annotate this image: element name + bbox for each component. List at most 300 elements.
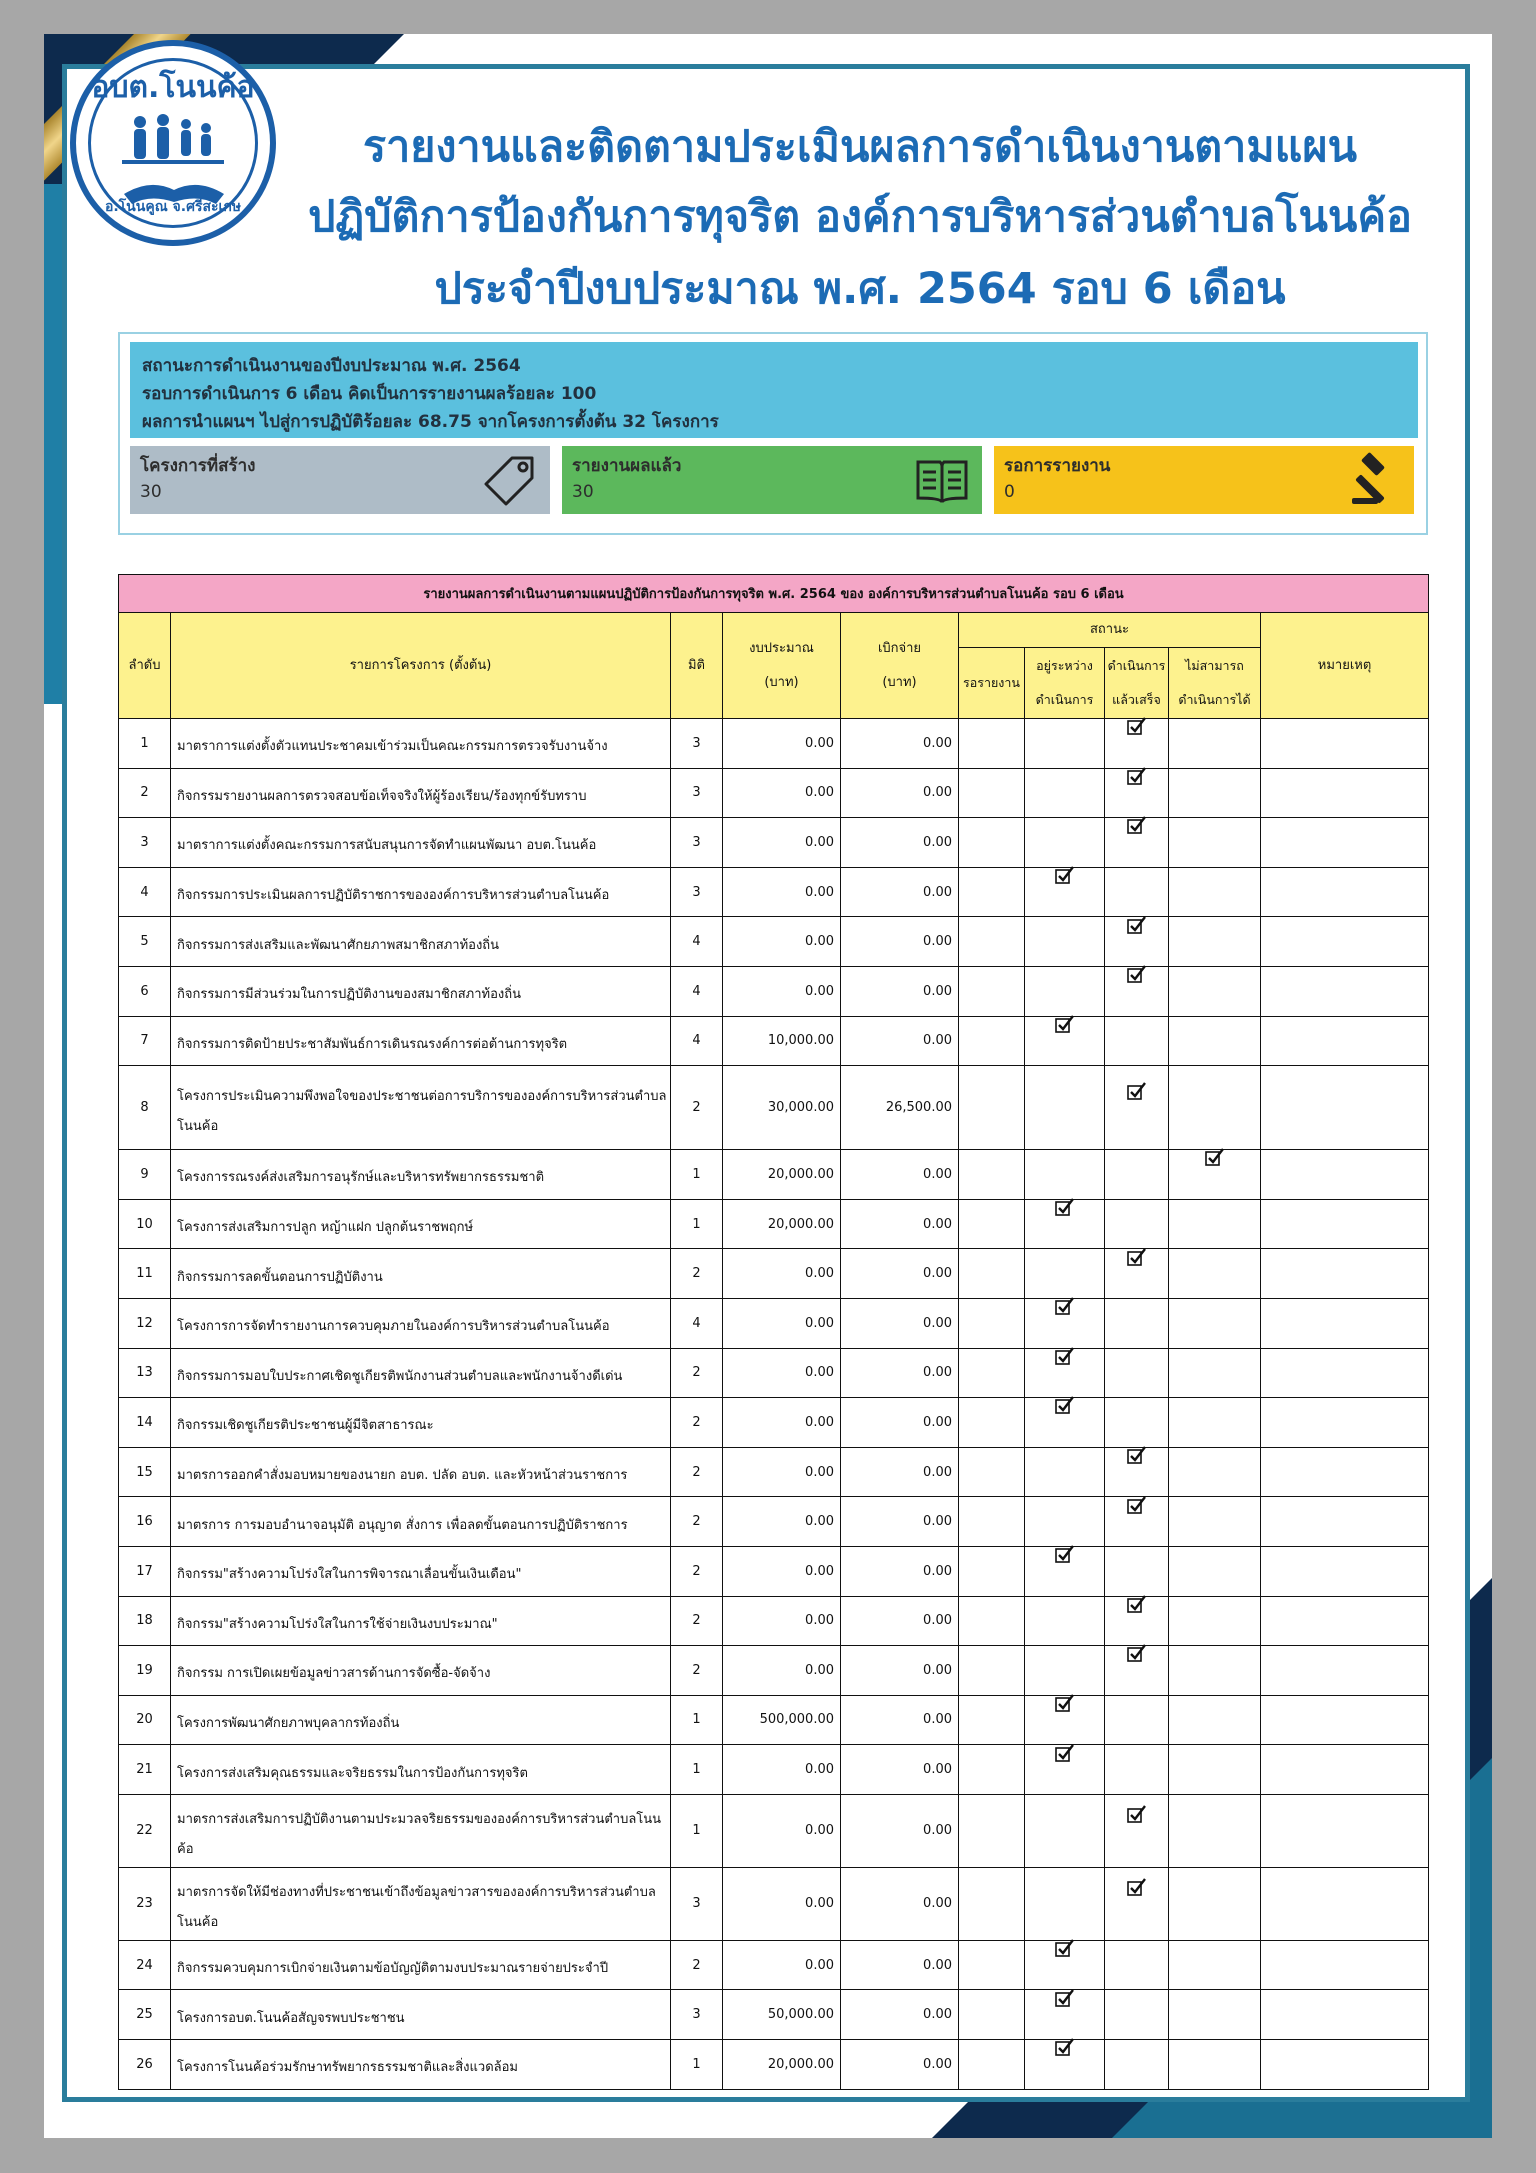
cell-note — [1261, 867, 1429, 917]
report-title-line-3: ประจำปีงบประมาณ พ.ศ. 2564 รอบ 6 เดือน — [434, 264, 1286, 314]
project-name-text: โครงการส่งเสริมคุณธรรมและจริยธรรมในการป้องกันการทุจริต — [177, 1765, 528, 1781]
card-value: 0 — [1004, 482, 1015, 502]
cell-status-3 — [1105, 818, 1169, 868]
cell-status-4 — [1169, 818, 1261, 868]
cell-spent: 0.00 — [841, 917, 959, 967]
cell-project-name — [171, 1447, 671, 1497]
cell-status-4 — [1169, 768, 1261, 818]
table-row — [119, 1066, 1429, 1150]
header-project-name: รายการโครงการ (ตั้งต้น) — [171, 613, 671, 719]
cell-status-2 — [1025, 1066, 1105, 1150]
project-name-text: มาตราการแต่งตั้งตัวแทนประชาคมเข้าร่วมเป็นคณะกรรมการตรวจรับงานจ้าง — [177, 739, 608, 755]
cell-spent: 0.00 — [841, 1646, 959, 1696]
cell-status-3 — [1105, 1066, 1169, 1150]
cell-budget: 0.00 — [723, 1745, 841, 1795]
cell-status-1 — [959, 1867, 1025, 1940]
cell-budget: 50,000.00 — [723, 1990, 841, 2040]
header-note: หมายเหตุ — [1261, 613, 1429, 719]
cell-status-3 — [1105, 1447, 1169, 1497]
cell-dimension: 2 — [671, 1940, 723, 1990]
cell-project-name — [171, 966, 671, 1016]
cell-budget: 0.00 — [723, 966, 841, 1016]
cell-no: 20 — [119, 1695, 171, 1745]
checkbox-checked-icon — [1127, 1248, 1147, 1266]
cell-no: 3 — [119, 818, 171, 868]
cell-status-4 — [1169, 966, 1261, 1016]
cell-no: 26 — [119, 2040, 171, 2090]
checkbox-checked-icon — [1127, 1878, 1147, 1896]
cell-status-1 — [959, 1398, 1025, 1448]
cell-spent: 26,500.00 — [841, 1066, 959, 1150]
cell-status-1 — [959, 966, 1025, 1016]
report-title-line-1: รายงานและติดตามประเมินผลการดำเนินงานตามแผน — [363, 122, 1357, 172]
cell-status-1 — [959, 818, 1025, 868]
cell-dimension: 3 — [671, 818, 723, 868]
project-name-text: มาตรการ การมอบอำนาจอนุมัติ อนุญาต สั่งการ เพื่อลดขั้นตอนการปฏิบัติราชการ — [177, 1517, 628, 1533]
tag-icon — [482, 452, 538, 508]
cell-project-name — [171, 867, 671, 917]
header-spent-label: เบิกจ่าย — [877, 640, 922, 656]
cell-spent: 0.00 — [841, 818, 959, 868]
cell-status-4 — [1169, 867, 1261, 917]
cell-budget: 0.00 — [723, 1398, 841, 1448]
cell-dimension: 2 — [671, 1596, 723, 1646]
cell-note — [1261, 1199, 1429, 1249]
table-row — [119, 1249, 1429, 1299]
cell-project-name — [171, 1940, 671, 1990]
header-status-unable-b: ดำเนินการได้ — [1178, 692, 1251, 707]
cell-no: 14 — [119, 1398, 171, 1448]
cell-spent: 0.00 — [841, 1695, 959, 1745]
table-row — [119, 1398, 1429, 1448]
cell-dimension: 3 — [671, 768, 723, 818]
cell-status-3 — [1105, 1497, 1169, 1547]
project-name-text: กิจกรรมการมีส่วนร่วมในการปฏิบัติงานของสมาชิกสภาท้องถิ่น — [177, 987, 522, 1003]
cell-status-4 — [1169, 1249, 1261, 1299]
cell-dimension: 1 — [671, 1695, 723, 1745]
cell-spent: 0.00 — [841, 1546, 959, 1596]
cell-status-3 — [1105, 1298, 1169, 1348]
cell-budget: 0.00 — [723, 867, 841, 917]
header-budget-unit: (บาท) — [764, 674, 799, 690]
cell-note — [1261, 1867, 1429, 1940]
header-status-in-progress-b: ดำเนินการ — [1035, 692, 1094, 707]
cell-status-2 — [1025, 1745, 1105, 1795]
cell-dimension: 4 — [671, 1016, 723, 1066]
card-value: 30 — [140, 482, 162, 502]
header-status-in-progress-a: อยู่ระหว่าง — [1036, 658, 1093, 673]
cell-status-4 — [1169, 1199, 1261, 1249]
table-row — [119, 719, 1429, 769]
header-no: ลำดับ — [119, 613, 171, 719]
table-row — [119, 2040, 1429, 2090]
header-budget-label: งบประมาณ — [749, 640, 814, 656]
cell-project-name — [171, 1066, 671, 1150]
cell-status-2 — [1025, 1298, 1105, 1348]
cell-budget: 0.00 — [723, 1596, 841, 1646]
checkbox-checked-icon — [1127, 1082, 1147, 1100]
cell-status-2 — [1025, 1794, 1105, 1867]
cell-spent: 0.00 — [841, 1794, 959, 1867]
cell-status-3 — [1105, 1646, 1169, 1696]
cell-status-1 — [959, 1745, 1025, 1795]
cell-status-4 — [1169, 1695, 1261, 1745]
cell-project-name — [171, 1398, 671, 1448]
cell-dimension: 2 — [671, 1398, 723, 1448]
project-name-text: กิจกรรมการลดขั้นตอนการปฏิบัติงาน — [177, 1269, 383, 1285]
cell-status-2 — [1025, 1447, 1105, 1497]
cell-note — [1261, 2040, 1429, 2090]
cell-status-1 — [959, 1249, 1025, 1299]
cell-project-name — [171, 1150, 671, 1200]
project-name-text: กิจกรรมเชิดชูเกียรติประชาชนผู้มีจิตสาธารณะ — [177, 1418, 434, 1434]
card-value: 30 — [572, 482, 594, 502]
cell-no: 11 — [119, 1249, 171, 1299]
cell-budget: 0.00 — [723, 1447, 841, 1497]
cell-budget: 20,000.00 — [723, 1150, 841, 1200]
cell-budget: 0.00 — [723, 1546, 841, 1596]
cell-spent: 0.00 — [841, 1596, 959, 1646]
cell-status-4 — [1169, 2040, 1261, 2090]
header-status-waiting — [959, 648, 1025, 719]
checkbox-checked-icon — [1127, 1644, 1147, 1662]
cell-status-3 — [1105, 1990, 1169, 2040]
cell-dimension: 1 — [671, 1199, 723, 1249]
cell-status-2 — [1025, 867, 1105, 917]
cell-spent: 0.00 — [841, 966, 959, 1016]
header-status-completed — [1105, 648, 1169, 719]
header-status-unable-a: ไม่สามารถ — [1185, 658, 1244, 673]
card-projects-created — [130, 446, 550, 514]
table-row — [119, 768, 1429, 818]
cell-status-2 — [1025, 917, 1105, 967]
cell-status-4 — [1169, 1546, 1261, 1596]
cell-project-name — [171, 768, 671, 818]
cell-status-1 — [959, 1199, 1025, 1249]
cell-status-1 — [959, 1695, 1025, 1745]
cell-project-name — [171, 1990, 671, 2040]
cell-status-1 — [959, 1990, 1025, 2040]
cell-status-3 — [1105, 1867, 1169, 1940]
cell-budget: 10,000.00 — [723, 1016, 841, 1066]
project-name-text: โครงการส่งเสริมการปลูก หญ้าแฝก ปลูกต้นราชพฤกษ์ — [177, 1220, 474, 1236]
cell-dimension: 4 — [671, 917, 723, 967]
cell-status-3 — [1105, 867, 1169, 917]
checkbox-checked-icon — [1127, 816, 1147, 834]
cell-note — [1261, 1940, 1429, 1990]
logo-top-text: อบต.โนนค้อ — [91, 70, 255, 105]
cell-status-2 — [1025, 1596, 1105, 1646]
status-summary-banner — [130, 342, 1418, 438]
cell-dimension: 3 — [671, 1990, 723, 2040]
cell-spent: 0.00 — [841, 1249, 959, 1299]
cell-budget: 500,000.00 — [723, 1695, 841, 1745]
cell-status-3 — [1105, 1940, 1169, 1990]
cell-project-name — [171, 719, 671, 769]
cell-status-1 — [959, 1348, 1025, 1398]
cell-status-2 — [1025, 2040, 1105, 2090]
header-status-in-progress — [1025, 648, 1105, 719]
cell-status-4 — [1169, 1398, 1261, 1448]
cell-status-2 — [1025, 1940, 1105, 1990]
cell-status-1 — [959, 1596, 1025, 1646]
cell-no: 25 — [119, 1990, 171, 2040]
cell-no: 5 — [119, 917, 171, 967]
cell-note — [1261, 768, 1429, 818]
cell-spent: 0.00 — [841, 1990, 959, 2040]
cell-spent: 0.00 — [841, 1150, 959, 1200]
checkbox-checked-icon — [1055, 1297, 1075, 1315]
cell-status-1 — [959, 1546, 1025, 1596]
cell-dimension: 2 — [671, 1447, 723, 1497]
cell-status-4 — [1169, 1298, 1261, 1348]
cell-no: 19 — [119, 1646, 171, 1696]
cell-note — [1261, 1348, 1429, 1398]
cell-status-4 — [1169, 1016, 1261, 1066]
table-row — [119, 818, 1429, 868]
cell-spent: 0.00 — [841, 1199, 959, 1249]
project-name-text: โครงการอบต.โนนค้อสัญจรพบประชาชน — [177, 2010, 405, 2026]
cell-no: 10 — [119, 1199, 171, 1249]
cell-note — [1261, 1695, 1429, 1745]
cell-no: 23 — [119, 1867, 171, 1940]
project-name-text: โครงการรณรงค์ส่งเสริมการอนุรักษ์และบริหารทรัพยากรธรรมชาติ — [177, 1170, 545, 1186]
cell-no: 12 — [119, 1298, 171, 1348]
checkbox-checked-icon — [1127, 717, 1147, 735]
cell-status-1 — [959, 1066, 1025, 1150]
cell-budget: 0.00 — [723, 768, 841, 818]
cell-project-name — [171, 1867, 671, 1940]
checkbox-checked-icon — [1055, 2038, 1075, 2056]
cell-status-1 — [959, 1447, 1025, 1497]
header-status-waiting-label: รอรายงาน — [963, 675, 1020, 690]
cell-status-4 — [1169, 1990, 1261, 2040]
cell-project-name — [171, 1794, 671, 1867]
table-row — [119, 1546, 1429, 1596]
cell-no: 22 — [119, 1794, 171, 1867]
report-title-line-2: ปฏิบัติการป้องกันการทุจริต องค์การบริหารส่วนตำบลโนนค้อ — [308, 192, 1412, 242]
cell-dimension: 4 — [671, 966, 723, 1016]
header-spent-unit: (บาท) — [882, 674, 917, 690]
cell-note — [1261, 1596, 1429, 1646]
cell-project-name — [171, 1596, 671, 1646]
checkbox-checked-icon — [1127, 916, 1147, 934]
project-name-text: กิจกรรมการติดป้ายประชาสัมพันธ์การเดินรณรงค์การต่อต้านการทุจริต — [177, 1036, 568, 1052]
cell-no: 7 — [119, 1016, 171, 1066]
cell-no: 21 — [119, 1745, 171, 1795]
cell-status-1 — [959, 1298, 1025, 1348]
cell-status-1 — [959, 1940, 1025, 1990]
teal-stripe-left — [44, 184, 62, 704]
project-name-text: มาตรการส่งเสริมการปฏิบัติงานตามประมวลจริยธรรมขององค์การบริหารส่วนตำบลโนนค้อ — [177, 1811, 662, 1857]
cell-status-1 — [959, 1016, 1025, 1066]
table-row — [119, 867, 1429, 917]
cell-status-2 — [1025, 1016, 1105, 1066]
cell-no: 13 — [119, 1348, 171, 1398]
cell-status-3 — [1105, 966, 1169, 1016]
cell-project-name — [171, 1348, 671, 1398]
table-row — [119, 1016, 1429, 1066]
project-name-text: กิจกรรมการประเมินผลการปฏิบัติราชการขององค์การบริหารส่วนตำบลโนนค้อ — [177, 888, 610, 904]
header-status-unable — [1169, 648, 1261, 719]
table-row — [119, 1596, 1429, 1646]
project-name-text: โครงการประเมินความพึงพอใจของประชาชนต่อการบริการขององค์การบริหารส่วนตำบลโนนค้อ — [177, 1088, 667, 1134]
checkbox-checked-icon — [1055, 1015, 1075, 1033]
table-row — [119, 1150, 1429, 1200]
cell-spent: 0.00 — [841, 867, 959, 917]
cell-note — [1261, 1398, 1429, 1448]
status-line-1: สถานะการดำเนินงานของปีงบประมาณ พ.ศ. 2564 — [142, 356, 521, 376]
cell-dimension: 3 — [671, 719, 723, 769]
cell-dimension: 3 — [671, 1867, 723, 1940]
project-name-text: โครงการการจัดทำรายงานการควบคุมภายในองค์การบริหารส่วนตำบลโนนค้อ — [177, 1319, 610, 1335]
cell-note — [1261, 818, 1429, 868]
cell-spent: 0.00 — [841, 1940, 959, 1990]
cell-dimension: 1 — [671, 1794, 723, 1867]
logo-bottom-text: อ.โนนคูณ จ.ศรีสะเกษ — [104, 199, 242, 215]
header-status-completed-a: ดำเนินการ — [1107, 658, 1166, 673]
cell-status-4 — [1169, 1447, 1261, 1497]
cell-status-2 — [1025, 1867, 1105, 1940]
status-line-3: ผลการนำแผนฯ ไปสู่การปฏิบัติร้อยละ 68.75 จากโครงการตั้งต้น 32 โครงการ — [142, 412, 719, 432]
project-name-text: กิจกรรมควบคุมการเบิกจ่ายเงินตามข้อบัญญัติตามงบประมาณรายจ่ายประจำปี — [177, 1961, 609, 1977]
cell-status-3 — [1105, 1745, 1169, 1795]
cell-dimension: 3 — [671, 867, 723, 917]
cell-status-3 — [1105, 768, 1169, 818]
cell-dimension: 2 — [671, 1066, 723, 1150]
cell-no: 16 — [119, 1497, 171, 1547]
header-status-completed-b: แล้วเสร็จ — [1112, 692, 1161, 707]
cell-spent: 0.00 — [841, 1497, 959, 1547]
table-caption: รายงานผลการดำเนินงานตามแผนปฏิบัติการป้องกันการทุจริต พ.ศ. 2564 ของ องค์การบริหารส่วนตำบลโนนค้อ รอบ 6 เดือน — [119, 575, 1429, 613]
cell-budget: 30,000.00 — [723, 1066, 841, 1150]
table-row — [119, 1990, 1429, 2040]
cell-spent: 0.00 — [841, 768, 959, 818]
cell-spent: 0.00 — [841, 1447, 959, 1497]
cell-no: 6 — [119, 966, 171, 1016]
cell-budget: 0.00 — [723, 1298, 841, 1348]
project-name-text: โครงการโนนค้อร่วมรักษาทรัพยากรธรรมชาติและสิ่งแวดล้อม — [177, 2060, 518, 2076]
table-row — [119, 1348, 1429, 1398]
cell-status-2 — [1025, 818, 1105, 868]
card-reported — [562, 446, 982, 514]
project-name-text: กิจกรรม"สร้างความโปร่งใสในการใช้จ่ายเงินงบประมาณ" — [177, 1616, 498, 1632]
cell-project-name — [171, 818, 671, 868]
checkbox-checked-icon — [1127, 1496, 1147, 1514]
cell-note — [1261, 1150, 1429, 1200]
cell-budget: 0.00 — [723, 1867, 841, 1940]
cell-no: 17 — [119, 1546, 171, 1596]
cell-status-4 — [1169, 917, 1261, 967]
cell-dimension: 4 — [671, 1298, 723, 1348]
project-name-text: มาตรการออกคำสั่งมอบหมายของนายก อบต. ปลัด อบต. และหัวหน้าส่วนราชการ — [177, 1468, 628, 1484]
project-report-table — [118, 574, 1429, 2090]
cell-status-1 — [959, 1497, 1025, 1547]
cell-status-2 — [1025, 1199, 1105, 1249]
table-row — [119, 917, 1429, 967]
cell-no: 1 — [119, 719, 171, 769]
card-label: รอการรายงาน — [1004, 456, 1111, 476]
cell-dimension: 2 — [671, 1546, 723, 1596]
table-row — [119, 1695, 1429, 1745]
cell-status-4 — [1169, 1066, 1261, 1150]
cell-budget: 0.00 — [723, 1497, 841, 1547]
cell-status-4 — [1169, 1745, 1261, 1795]
cell-spent: 0.00 — [841, 1348, 959, 1398]
book-icon — [914, 452, 970, 508]
cell-status-3 — [1105, 1695, 1169, 1745]
cell-status-4 — [1169, 1348, 1261, 1398]
table-row — [119, 1940, 1429, 1990]
checkbox-checked-icon — [1055, 1744, 1075, 1762]
cell-project-name — [171, 917, 671, 967]
checkbox-checked-icon — [1055, 1545, 1075, 1563]
family-icon — [118, 112, 228, 172]
table-row — [119, 1298, 1429, 1348]
cell-project-name — [171, 1016, 671, 1066]
cell-dimension: 1 — [671, 1745, 723, 1795]
cell-status-4 — [1169, 1940, 1261, 1990]
project-name-text: มาตรการจัดให้มีช่องทางที่ประชาชนเข้าถึงข้อมูลข่าวสารขององค์การบริหารส่วนตำบลโนนค้อ — [177, 1884, 656, 1930]
cell-budget: 0.00 — [723, 1348, 841, 1398]
cell-status-2 — [1025, 1497, 1105, 1547]
cell-spent: 0.00 — [841, 1745, 959, 1795]
checkbox-checked-icon — [1127, 1805, 1147, 1823]
cell-status-3 — [1105, 1016, 1169, 1066]
cell-project-name — [171, 1298, 671, 1348]
cell-budget: 0.00 — [723, 719, 841, 769]
status-line-2: รอบการดำเนินการ 6 เดือน คิดเป็นการรายงานผลร้อยละ 100 — [142, 384, 597, 404]
cell-status-1 — [959, 867, 1025, 917]
cell-status-2 — [1025, 1249, 1105, 1299]
cell-status-4 — [1169, 1646, 1261, 1696]
cell-status-2 — [1025, 768, 1105, 818]
cell-status-2 — [1025, 1348, 1105, 1398]
cell-note — [1261, 1249, 1429, 1299]
cell-status-3 — [1105, 1348, 1169, 1398]
cell-status-1 — [959, 1646, 1025, 1696]
cell-note — [1261, 1066, 1429, 1150]
project-name-text: มาตราการแต่งตั้งคณะกรรมการสนับสนุนการจัดทำแผนพัฒนา อบต.โนนค้อ — [177, 838, 597, 854]
checkbox-checked-icon — [1055, 1989, 1075, 2007]
cell-status-3 — [1105, 1596, 1169, 1646]
project-name-text: กิจกรรมการส่งเสริมและพัฒนาศักยภาพสมาชิกสภาท้องถิ่น — [177, 937, 500, 953]
cell-spent: 0.00 — [841, 1867, 959, 1940]
cell-project-name — [171, 1497, 671, 1547]
cell-budget: 0.00 — [723, 917, 841, 967]
cell-note — [1261, 1646, 1429, 1696]
cell-note — [1261, 1745, 1429, 1795]
card-label: โครงการที่สร้าง — [140, 456, 256, 476]
header-dimension: มิติ — [671, 613, 723, 719]
cell-project-name — [171, 1745, 671, 1795]
checkbox-checked-icon — [1127, 1446, 1147, 1464]
cell-project-name — [171, 1199, 671, 1249]
cell-no: 24 — [119, 1940, 171, 1990]
cell-status-3 — [1105, 1249, 1169, 1299]
cell-budget: 0.00 — [723, 1646, 841, 1696]
cell-status-3 — [1105, 1546, 1169, 1596]
table-row — [119, 966, 1429, 1016]
cell-spent: 0.00 — [841, 1016, 959, 1066]
project-name-text: โครงการพัฒนาศักยภาพบุคลากรท้องถิ่น — [177, 1715, 400, 1731]
cell-dimension: 1 — [671, 2040, 723, 2090]
checkbox-checked-icon — [1055, 1198, 1075, 1216]
cell-status-3 — [1105, 917, 1169, 967]
cell-budget: 0.00 — [723, 1794, 841, 1867]
project-name-text: กิจกรรมรายงานผลการตรวจสอบข้อเท็จจริงให้ผู้ร้องเรียน/ร้องทุกข์รับทราบ — [177, 788, 587, 804]
cell-status-2 — [1025, 1646, 1105, 1696]
